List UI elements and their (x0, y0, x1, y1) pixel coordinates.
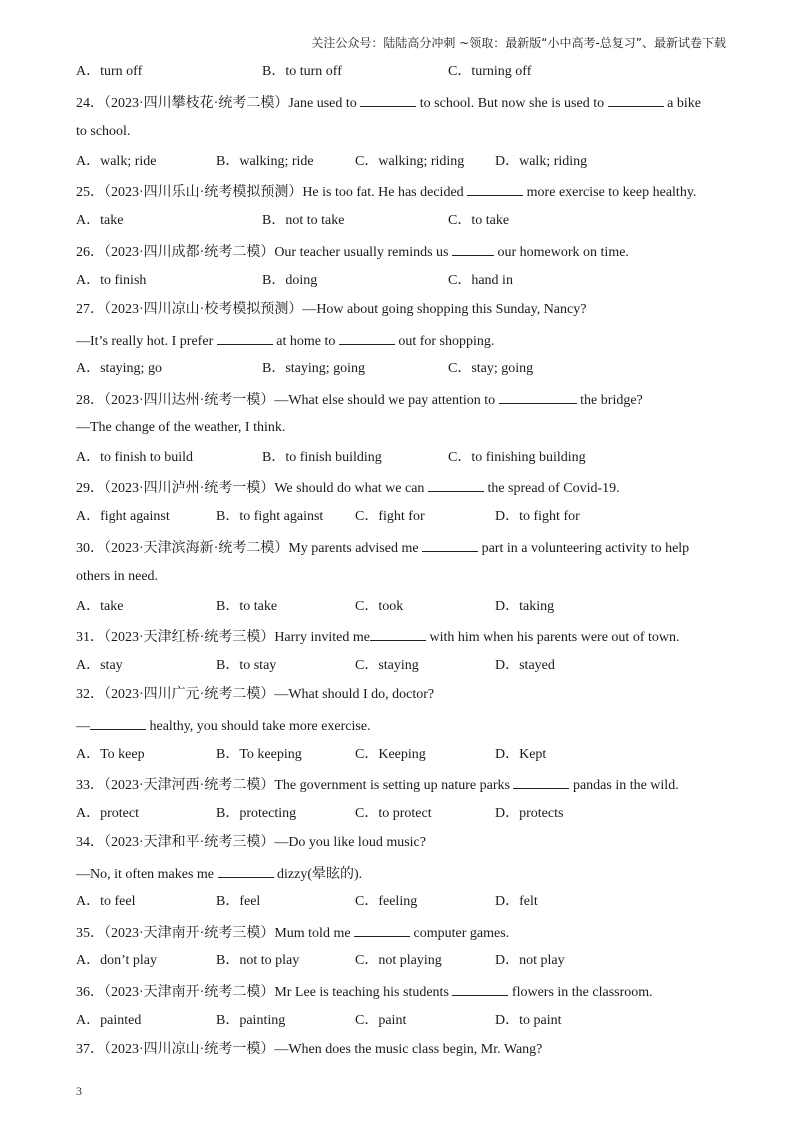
q32-reply-text: — (76, 719, 90, 734)
q24-option-d: D．walk; riding (495, 154, 588, 169)
q24-stem-text: a bike (667, 96, 701, 111)
q26-option-c: C．hand in (448, 273, 513, 288)
q23-option-a: A．turn off (76, 64, 143, 79)
q31-option-a: A．stay (76, 658, 123, 673)
q30-option-a: A．take (76, 599, 124, 614)
q30-option-b: B．to take (216, 599, 278, 614)
answer-blank (608, 93, 664, 107)
q32-option-d: D．Kept (495, 747, 547, 762)
q28-option-b: B．to finish building (262, 450, 382, 465)
q30-option-c: C．took (355, 599, 404, 614)
q34-reply-text: —No, it often makes me (76, 867, 215, 882)
q29-stem (76, 478, 620, 498)
q31-stem-text: 31．（2023·天津红桥·统考三模）Harry invited me (76, 630, 370, 645)
q29-option-a: A．fight against (76, 509, 170, 524)
q31-stem-text: with him when his parents were out of town. (429, 630, 680, 645)
q34-option-a: A．to feel (76, 894, 136, 909)
q25-option-a: A．take (76, 213, 124, 228)
q34-option-d: D．felt (495, 894, 538, 909)
q33-option-b: B．protecting (216, 806, 297, 821)
answer-blank (499, 390, 577, 404)
q31-option-b: B．to stay (216, 658, 277, 673)
q28-stem (76, 390, 643, 410)
q28-reply: —The change of the weather, I think. (76, 420, 286, 435)
q35-option-a: A．don’t play (76, 953, 158, 968)
q33-stem-text: 33．（2023·天津河西·统考二模）The government is setting up nature parks (76, 778, 510, 793)
q33-option-d: D．protects (495, 806, 564, 821)
q30-option-d: D．taking (495, 599, 555, 614)
q24-option-b: B．walking; ride (216, 154, 314, 169)
q34-option-c: C．feeling (355, 894, 418, 909)
q25-stem-text: more exercise to keep healthy. (526, 185, 697, 200)
q35-option-c: C．not playing (355, 953, 442, 968)
q31-option-c: C．staying (355, 658, 419, 673)
q32-option-b: B．To keeping (216, 747, 302, 762)
q27-option-b: B．staying; going (262, 361, 366, 376)
q26-stem-text: 26．（2023·四川成都·统考二模）Our teacher usually reminds us (76, 245, 449, 260)
q36-option-b: B．painting (216, 1013, 286, 1028)
q36-option-d: D．to paint (495, 1013, 562, 1028)
q24-stem (76, 93, 701, 113)
q27-reply-text: —It’s really hot. I prefer (76, 334, 214, 349)
answer-blank (339, 331, 395, 345)
answer-blank (467, 182, 523, 196)
answer-blank (513, 775, 569, 789)
q25-stem (76, 182, 696, 202)
q27-option-a: A．staying; go (76, 361, 162, 376)
answer-blank (218, 864, 274, 878)
q33-option-a: A．protect (76, 806, 139, 821)
q24-stem-text: to school. But now she is used to (419, 96, 605, 111)
q27-reply-text: out for shopping. (398, 334, 495, 349)
q28-option-a: A．to finish to build (76, 450, 194, 465)
q30-stem-continued: others in need. (76, 569, 159, 584)
answer-blank (90, 716, 146, 730)
q28-stem-text: 28．（2023·四川达州·统考一模）—What else should we pay attention to (76, 393, 496, 408)
q34-reply (76, 864, 362, 884)
q30-stem-text: 30．（2023·天津滨海新·统考二模）My parents advised me (76, 541, 419, 556)
q23-option-b: B．to turn off (262, 64, 342, 79)
q29-option-d: D．to fight for (495, 509, 580, 524)
q36-stem (76, 982, 653, 1002)
q32-option-a: A．To keep (76, 747, 145, 762)
q24-option-c: C．walking; riding (355, 154, 465, 169)
q28-option-c: C．to finishing building (448, 450, 586, 465)
q24-stem-continued: to school. (76, 124, 131, 139)
q36-option-a: A．painted (76, 1013, 142, 1028)
q26-stem (76, 242, 629, 262)
q25-stem-text: 25．（2023·四川乐山·统考模拟预测）He is too fat. He has decided (76, 185, 464, 200)
answer-blank (360, 93, 416, 107)
q35-stem-text: computer games. (413, 926, 510, 941)
q29-option-b: B．to fight against (216, 509, 324, 524)
page-number: 3 (76, 1084, 82, 1098)
q37-stem: 37．（2023·四川凉山·统考一模）—When does the music class begin, Mr. Wang? (76, 1042, 543, 1057)
q36-stem-text: flowers in the classroom. (511, 985, 653, 1000)
q34-reply-text: dizzy(晕眩的). (277, 867, 363, 882)
q26-stem-text: our homework on time. (497, 245, 629, 260)
q35-stem (76, 923, 509, 943)
q23-option-c: C．turning off (448, 64, 532, 79)
answer-blank (452, 982, 508, 996)
q26-option-a: A．to finish (76, 273, 147, 288)
q32-reply-text: healthy, you should take more exercise. (149, 719, 371, 734)
answer-blank (217, 331, 273, 345)
answer-blank (370, 627, 426, 641)
q30-stem-text: part in a volunteering activity to help (481, 541, 690, 556)
q25-option-c: C．to take (448, 213, 510, 228)
q34-option-b: B．feel (216, 894, 261, 909)
q32-stem: 32．（2023·四川广元·统考二模）—What should I do, doctor? (76, 687, 435, 702)
q30-stem (76, 538, 689, 558)
q35-option-d: D．not play (495, 953, 565, 968)
q31-option-d: D．stayed (495, 658, 555, 673)
q29-stem-text: the spread of Covid-19. (487, 481, 620, 496)
q31-stem (76, 627, 679, 647)
q29-stem-text: 29．（2023·四川泸州·统考一模）We should do what we can (76, 481, 425, 496)
q36-option-c: C．paint (355, 1013, 407, 1028)
q27-reply (76, 331, 494, 351)
q28-stem-text: the bridge? (580, 393, 643, 408)
answer-blank (354, 923, 410, 937)
q27-option-c: C．stay; going (448, 361, 534, 376)
q33-stem (76, 775, 679, 795)
q35-option-b: B．not to play (216, 953, 300, 968)
q24-stem-text: 24．（2023·四川攀枝花·统考二模）Jane used to (76, 96, 357, 111)
q33-option-c: C．to protect (355, 806, 432, 821)
q26-option-b: B．doing (262, 273, 318, 288)
q25-option-b: B．not to take (262, 213, 345, 228)
q34-stem: 34．（2023·天津和平·统考三模）—Do you like loud music? (76, 835, 426, 850)
q27-reply-text: at home to (276, 334, 336, 349)
q32-reply (76, 716, 371, 736)
q36-stem-text: 36．（2023·天津南开·统考二模）Mr Lee is teaching his students (76, 985, 449, 1000)
q24-option-a: A．walk; ride (76, 154, 157, 169)
q29-option-c: C．fight for (355, 509, 425, 524)
answer-blank (422, 538, 478, 552)
q35-stem-text: 35．（2023·天津南开·统考三模）Mum told me (76, 926, 351, 941)
header-promo-text: 关注公众号：陆陆高分冲刺 ~领取：最新版“小中高考-总复习”、最新试卷下载 (311, 36, 726, 50)
answer-blank (452, 242, 494, 256)
answer-blank (428, 478, 484, 492)
q32-option-c: C．Keeping (355, 747, 426, 762)
q27-stem: 27．（2023·四川凉山·校考模拟预测）—How about going shopping this Sunday, Nancy? (76, 302, 587, 317)
q33-stem-text: pandas in the wild. (572, 778, 679, 793)
